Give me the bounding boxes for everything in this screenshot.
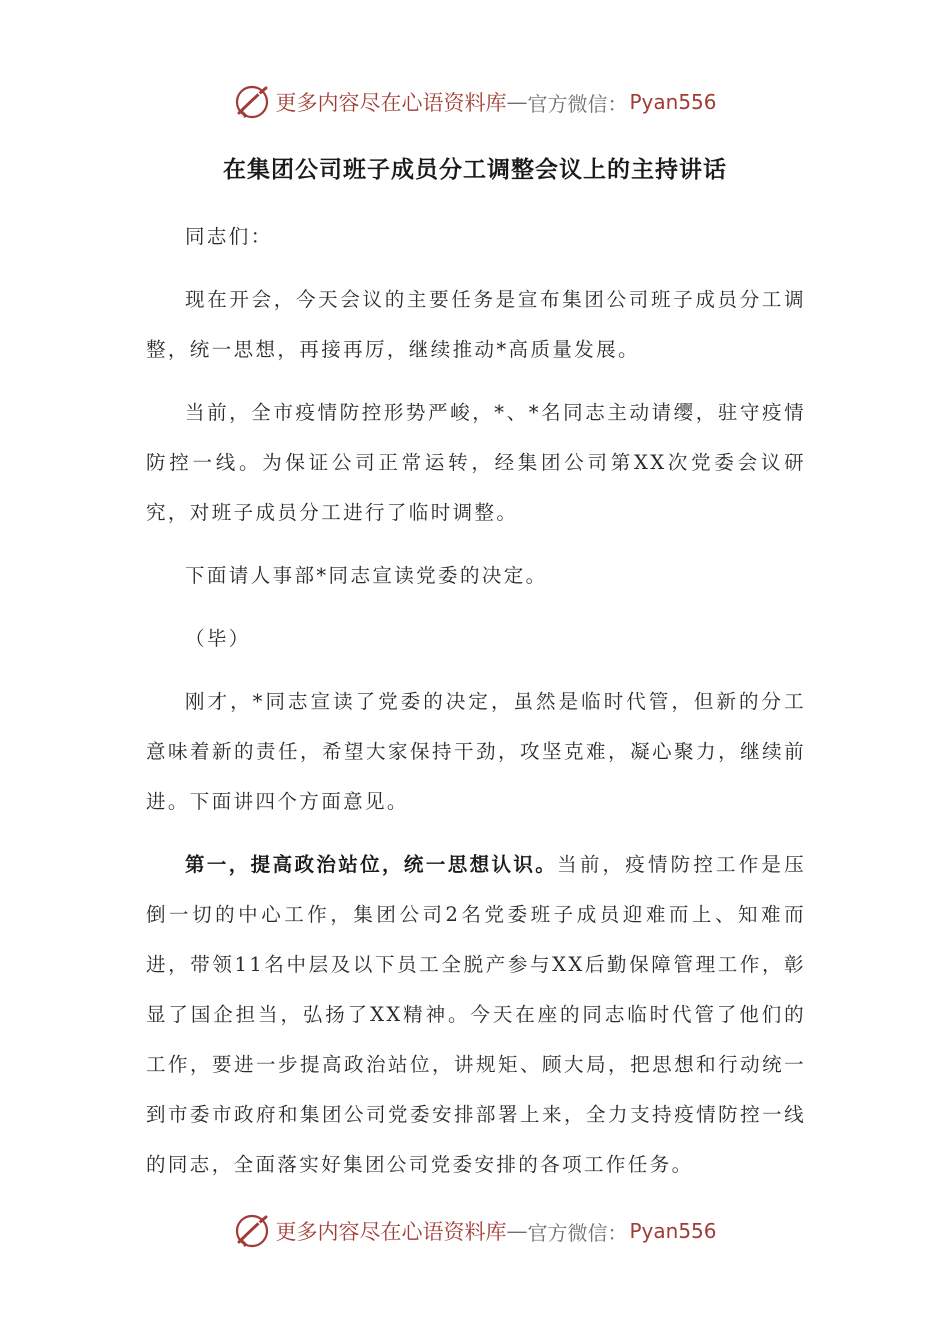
banner-wechat-label: 官方微信：: [527, 91, 628, 116]
document-body: [146, 212, 806, 1203]
banner-promo-text: 更多内容尽在心语资料库: [275, 91, 507, 115]
banner-wechat-label: 官方微信：: [527, 1220, 628, 1245]
greeting: 同志们：: [185, 225, 273, 248]
paragraph-background: 当前，全市疫情防控形势严峻，*、*名同志主动请缨，驻守疫情防控一线。为保证公司正常运转，经集团公司第XX次党委会议研究，对班子成员分工进行了临时调整。: [146, 401, 806, 524]
banner-wechat-id: Pyan556: [629, 90, 717, 114]
banner-separator: —: [506, 90, 528, 114]
document-title: 在集团公司班子成员分工调整会议上的主持讲话: [223, 157, 727, 183]
section-1: [146, 840, 806, 1190]
banner-promo-text: 更多内容尽在心语资料库: [275, 1220, 507, 1244]
paragraph-opening: 现在开会，今天会议的主要任务是宣布集团公司班子成员分工调整，统一思想，再接再厉，继续推动*高质量发展。: [146, 288, 806, 361]
banner-wechat-id: Pyan556: [629, 1219, 717, 1243]
banner-separator: —: [506, 1219, 528, 1243]
section-1-text: 当前，疫情防控工作是压倒一切的中心工作，集团公司2名党委班子成员迎难而上、知难而进，带领11名中层及以下员工全脱产参与XX后勤保障管理工作，彰显了国企担当，弘扬了XX精神。今天在座的同志临时代管了他们的工作，要进一步提高政治站位，讲规矩、顾大局，把思想和行动统一到市委市政府和集团公司党委安排部署上来，全力支持疫情防控一线的同志，全面落实好集团公司党委安排的各项工作任务。: [146, 853, 806, 1176]
paragraph-end-mark: （毕）: [185, 627, 251, 650]
section-1-heading: 第一，提高政治站位，统一思想认识。: [185, 853, 558, 876]
header-banner: [0, 80, 950, 124]
pen-logo-icon: [233, 1212, 271, 1250]
paragraph-announcement: 下面请人事部*同志宣读党委的决定。: [185, 564, 548, 587]
pen-logo-icon: [233, 83, 271, 121]
paragraph-remarks: 刚才，*同志宣读了党委的决定，虽然是临时代管，但新的分工意味着新的责任，希望大家保持干劲，攻坚克难，凝心聚力，继续前进。下面讲四个方面意见。: [146, 690, 806, 813]
footer-banner: [0, 1209, 950, 1253]
